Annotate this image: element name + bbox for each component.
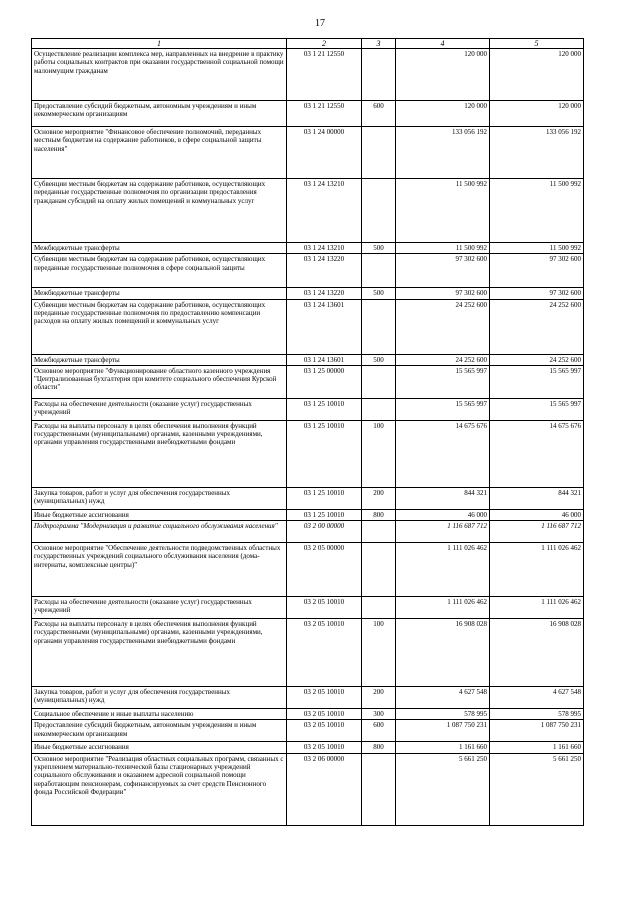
row-name: Расходы на выплаты персоналу в целях обеспечения выполнения функций государственными (муниципальными) органами, казенными учреждениями, органами управления государственными внебюджетными фондами (32, 420, 287, 487)
row-sum-col4: 14 675 676 (396, 420, 490, 487)
row-name: Закупка товаров, работ и услуг для обеспечения государственных (муниципальных) нужд (32, 687, 287, 709)
row-sum-col4: 1 161 660 (396, 742, 490, 753)
row-sum-col4: 15 565 997 (396, 398, 490, 420)
row-sum-col5: 14 675 676 (490, 420, 584, 487)
row-name: Субвенции местным бюджетам на содержание работников, осуществляющих переданные государственные полномочия по предоставлению компенсации расходов на оплату жилых помещений и коммунальных услуг (32, 299, 287, 354)
table-row (32, 179, 584, 243)
row-vr (362, 179, 396, 243)
row-code: 03 1 24 13601 (287, 299, 362, 354)
row-sum-col5: 1 087 750 231 (490, 720, 584, 742)
row-sum-col4: 16 908 028 (396, 619, 490, 687)
table-row (32, 127, 584, 179)
row-name: Субвенции местным бюджетам на содержание работников, осуществляющих переданные государственные полномочия в сфере социальной защиты (32, 254, 287, 288)
row-name: Социальное обеспечение и иные выплаты населению (32, 709, 287, 720)
row-vr: 600 (362, 101, 396, 127)
table-row (32, 619, 584, 687)
row-vr: 500 (362, 354, 396, 365)
row-vr: 100 (362, 420, 396, 487)
header-col-2: 2 (287, 39, 362, 49)
row-code: 03 2 05 10010 (287, 709, 362, 720)
row-code: 03 2 05 10010 (287, 720, 362, 742)
row-code: 03 2 05 10010 (287, 597, 362, 619)
row-vr (362, 299, 396, 354)
row-code: 03 2 05 10010 (287, 687, 362, 709)
row-sum-col5: 5 661 250 (490, 753, 584, 825)
row-vr (362, 753, 396, 825)
table-row (32, 753, 584, 825)
row-sum-col4: 11 500 992 (396, 179, 490, 243)
row-code: 03 2 06 00000 (287, 753, 362, 825)
row-sum-col4: 15 565 997 (396, 365, 490, 398)
row-code: 03 2 05 10010 (287, 742, 362, 753)
row-sum-col4: 11 500 992 (396, 243, 490, 254)
row-sum-col4: 1 087 750 231 (396, 720, 490, 742)
row-sum-col4: 5 661 250 (396, 753, 490, 825)
row-sum-col5: 133 056 192 (490, 127, 584, 179)
table-row (32, 487, 584, 509)
row-name: Подпрограмма "Модернизация и развитие социального обслуживания населения" (32, 521, 287, 543)
row-name: Закупка товаров, работ и услуг для обеспечения государственных (муниципальных) нужд (32, 487, 287, 509)
row-name: Межбюджетные трансферты (32, 354, 287, 365)
table-row (32, 420, 584, 487)
row-name: Осуществление реализации комплекса мер, направленных на внедрение в практику работы социальных контрактов при оказании государственной социальной помощи малоимущим гражданам (32, 49, 287, 101)
row-vr (362, 597, 396, 619)
row-name: Межбюджетные трансферты (32, 288, 287, 299)
row-sum-col4: 120 000 (396, 101, 490, 127)
table-row (32, 49, 584, 101)
row-sum-col5: 24 252 600 (490, 299, 584, 354)
row-name: Основное мероприятие "Реализация областных социальных программ, связанных с укреплением материально-технической базы стационарных учреждений социального обслуживания и оказанием адресной социальной помощи неработающим пенсионерам, софинансируемых за счет средств Пенсионного фонда Российской Федерации" (32, 753, 287, 825)
row-name: Межбюджетные трансферты (32, 243, 287, 254)
table-row (32, 254, 584, 288)
row-code: 03 1 24 00000 (287, 127, 362, 179)
row-sum-col4: 1 116 687 712 (396, 521, 490, 543)
row-code: 03 1 25 10010 (287, 420, 362, 487)
row-name: Иные бюджетные ассигнования (32, 509, 287, 520)
budget-table (31, 38, 584, 826)
table-row (32, 597, 584, 619)
row-vr: 600 (362, 720, 396, 742)
row-sum-col4: 24 252 600 (396, 354, 490, 365)
row-sum-col4: 1 111 026 462 (396, 543, 490, 597)
row-sum-col5: 97 302 600 (490, 288, 584, 299)
row-code: 03 1 25 00000 (287, 365, 362, 398)
row-code: 03 2 05 10010 (287, 619, 362, 687)
table-row (32, 101, 584, 127)
row-vr: 200 (362, 487, 396, 509)
table-row (32, 742, 584, 753)
row-sum-col5: 16 908 028 (490, 619, 584, 687)
row-name: Предоставление субсидий бюджетным, автономным учреждениям и иным некоммерческим организациям (32, 101, 287, 127)
row-sum-col5: 11 500 992 (490, 179, 584, 243)
row-vr: 500 (362, 288, 396, 299)
table-row (32, 288, 584, 299)
row-sum-col4: 844 321 (396, 487, 490, 509)
page-number: 17 (315, 18, 325, 29)
row-code: 03 1 21 12550 (287, 49, 362, 101)
row-code: 03 1 25 10010 (287, 398, 362, 420)
header-col-5: 5 (490, 39, 584, 49)
table-row (32, 509, 584, 520)
table-header-row (32, 39, 584, 49)
table-row (32, 299, 584, 354)
row-sum-col5: 15 565 997 (490, 365, 584, 398)
row-vr: 800 (362, 742, 396, 753)
row-code: 03 1 21 12550 (287, 101, 362, 127)
header-col-4: 4 (396, 39, 490, 49)
row-sum-col4: 24 252 600 (396, 299, 490, 354)
row-sum-col4: 578 995 (396, 709, 490, 720)
row-sum-col5: 4 627 548 (490, 687, 584, 709)
row-sum-col4: 133 056 192 (396, 127, 490, 179)
row-vr (362, 543, 396, 597)
row-sum-col4: 4 627 548 (396, 687, 490, 709)
table-row (32, 720, 584, 742)
row-sum-col5: 1 111 026 462 (490, 597, 584, 619)
row-sum-col5: 844 321 (490, 487, 584, 509)
row-vr: 100 (362, 619, 396, 687)
header-col-3: 3 (362, 39, 396, 49)
row-vr (362, 254, 396, 288)
row-sum-col4: 1 111 026 462 (396, 597, 490, 619)
row-vr (362, 398, 396, 420)
row-sum-col4: 120 000 (396, 49, 490, 101)
header-col-1: 1 (32, 39, 287, 49)
row-vr (362, 127, 396, 179)
table-row (32, 521, 584, 543)
row-vr (362, 365, 396, 398)
row-name: Расходы на обеспечение деятельности (оказание услуг) государственных учреждений (32, 597, 287, 619)
row-sum-col5: 11 500 992 (490, 243, 584, 254)
table-row (32, 243, 584, 254)
table-row (32, 354, 584, 365)
row-code: 03 2 00 00000 (287, 521, 362, 543)
row-name: Субвенции местным бюджетам на содержание работников, осуществляющих переданные государственные полномочия по организации предоставления гражданам субсидий на оплату жилых помещений и коммунальных услуг (32, 179, 287, 243)
row-vr (362, 49, 396, 101)
row-sum-col5: 15 565 997 (490, 398, 584, 420)
row-code: 03 1 24 13210 (287, 179, 362, 243)
row-sum-col5: 120 000 (490, 101, 584, 127)
row-name: Расходы на обеспечение деятельности (оказание услуг) государственных учреждений (32, 398, 287, 420)
row-sum-col5: 1 111 026 462 (490, 543, 584, 597)
row-code: 03 1 24 13601 (287, 354, 362, 365)
row-sum-col4: 46 000 (396, 509, 490, 520)
row-sum-col4: 97 302 600 (396, 254, 490, 288)
row-code: 03 2 05 00000 (287, 543, 362, 597)
row-name: Иные бюджетные ассигнования (32, 742, 287, 753)
table-row (32, 398, 584, 420)
row-vr (362, 521, 396, 543)
row-code: 03 1 25 10010 (287, 487, 362, 509)
row-sum-col5: 120 000 (490, 49, 584, 101)
row-code: 03 1 24 13220 (287, 254, 362, 288)
row-name: Основное мероприятие "Обеспечение деятельности подведомственных областных государственных учреждений социального обслуживания населения (дома-интернаты, комплексные центры)" (32, 543, 287, 597)
row-code: 03 1 24 13210 (287, 243, 362, 254)
row-vr: 200 (362, 687, 396, 709)
row-name: Расходы на выплаты персоналу в целях обеспечения выполнения функций государственными (муниципальными) органами, казенными учреждениями, органами управления государственными внебюджетными фондами (32, 619, 287, 687)
row-vr: 500 (362, 243, 396, 254)
row-sum-col5: 1 116 687 712 (490, 521, 584, 543)
row-sum-col4: 97 302 600 (396, 288, 490, 299)
row-sum-col5: 24 252 600 (490, 354, 584, 365)
row-code: 03 1 24 13220 (287, 288, 362, 299)
row-sum-col5: 46 000 (490, 509, 584, 520)
table-row (32, 543, 584, 597)
row-sum-col5: 578 995 (490, 709, 584, 720)
row-code: 03 1 25 10010 (287, 509, 362, 520)
row-name: Основное мероприятие "Финансовое обеспечение полномочий, переданных местным бюджетам на содержание работников, в сфере социальной защиты населения" (32, 127, 287, 179)
row-sum-col5: 97 302 600 (490, 254, 584, 288)
row-name: Основное мероприятие "Функционирование областного казенного учреждения "Централизованная бухгалтерия при комитете социального обеспечения Курской области" (32, 365, 287, 398)
row-name: Предоставление субсидий бюджетным, автономным учреждениям и иным некоммерческим организациям (32, 720, 287, 742)
row-vr: 800 (362, 509, 396, 520)
table-row (32, 709, 584, 720)
row-sum-col5: 1 161 660 (490, 742, 584, 753)
row-vr: 300 (362, 709, 396, 720)
table-row (32, 365, 584, 398)
table-row (32, 687, 584, 709)
